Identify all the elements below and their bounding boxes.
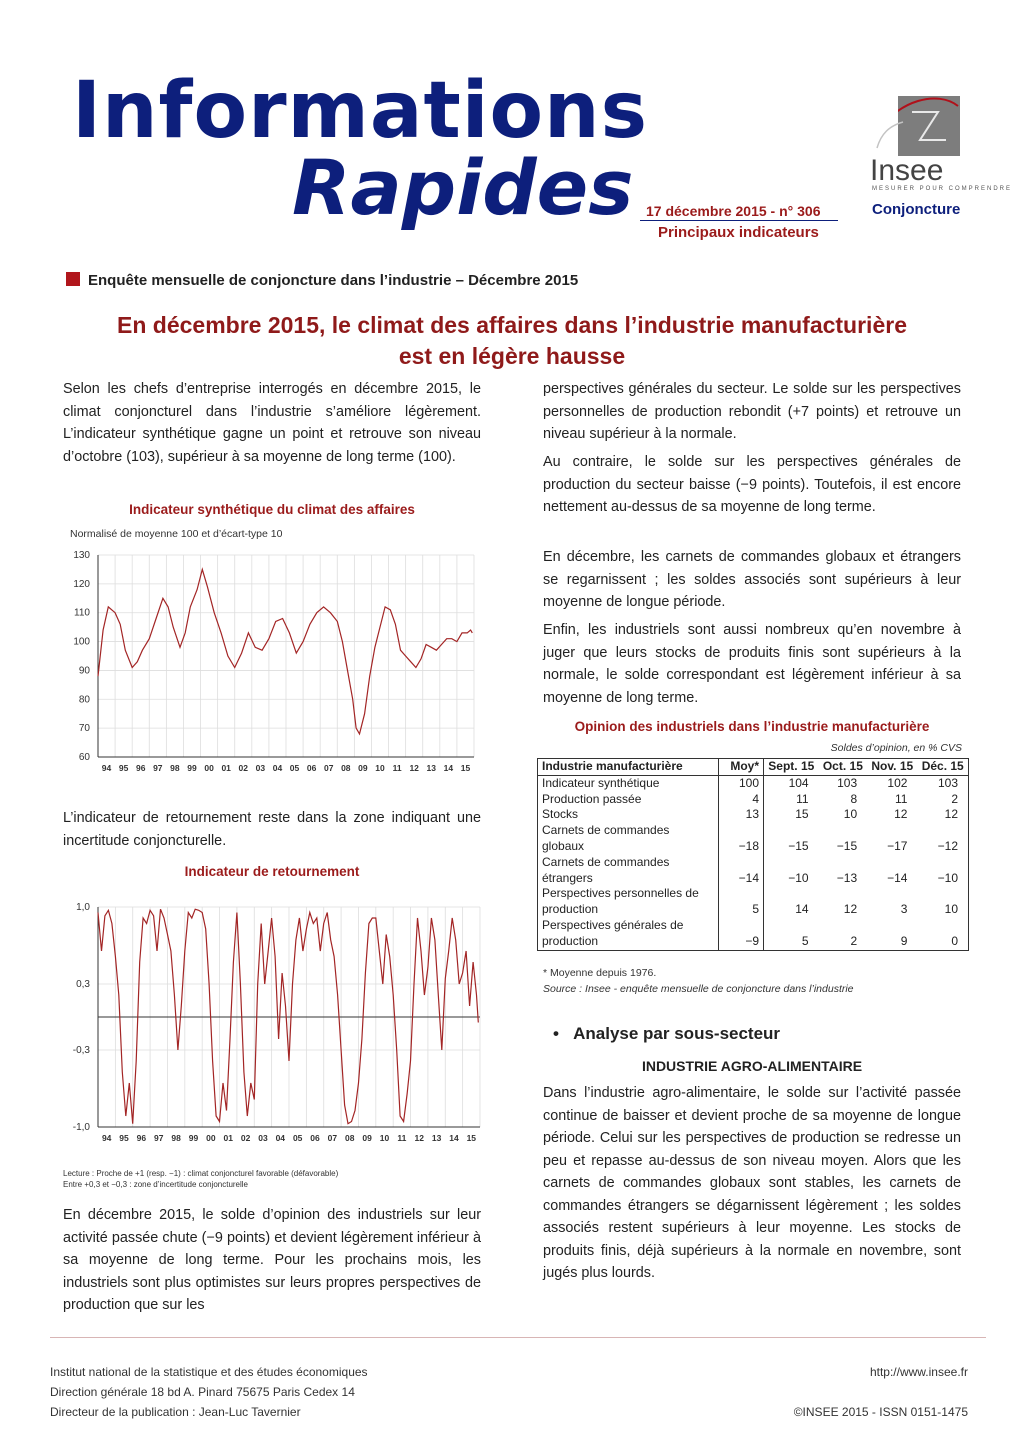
series-line bbox=[98, 569, 472, 734]
x-tick-label: 94 bbox=[101, 1133, 112, 1143]
table-cell: 2 bbox=[951, 791, 958, 806]
table-cell: −18 bbox=[719, 823, 764, 855]
x-tick-label: 15 bbox=[466, 1133, 477, 1143]
table-cell: 12 bbox=[843, 902, 858, 917]
table-source: Source : Insee - enquête mensuelle de conjoncture dans l’industrie bbox=[543, 983, 854, 995]
section-title: • Analyse par sous-secteur bbox=[553, 1024, 781, 1043]
table-header-row bbox=[538, 759, 968, 775]
y-tick-label: 70 bbox=[78, 723, 90, 735]
x-tick-label: 02 bbox=[238, 763, 249, 773]
issue-category: Principaux indicateurs bbox=[658, 224, 819, 241]
masthead-rule bbox=[640, 220, 838, 221]
masthead-title: Informations bbox=[72, 66, 649, 156]
table-cell: −13 bbox=[836, 870, 858, 885]
insee-wordmark: Insee bbox=[870, 154, 944, 187]
table-cell: 12 bbox=[894, 807, 908, 822]
x-tick-label: 15 bbox=[460, 763, 471, 773]
table-row bbox=[538, 792, 968, 808]
x-tick-label: 14 bbox=[449, 1133, 459, 1143]
x-tick-label: 97 bbox=[153, 763, 163, 773]
y-tick-label: 130 bbox=[73, 550, 90, 561]
chart-climat-affaires bbox=[58, 545, 488, 785]
insee-tagline: MESURER POUR COMPRENDRE bbox=[872, 186, 1013, 192]
x-tick-label: 13 bbox=[431, 1133, 442, 1143]
table-cell: 104 bbox=[788, 775, 809, 790]
x-tick-label: 13 bbox=[426, 763, 437, 773]
left-paragraph-1: Selon les chefs d’entreprise interrogés en décembre 2015, le climat conjoncturel dans l’industrie s’améliore légèrement. L’indicateur synthétique gagne un point et retrouve son niveau d’octobre (103), supérieur à sa moyenne de long terme (100). bbox=[63, 381, 481, 465]
x-tick-label: 05 bbox=[289, 763, 300, 773]
table-cell: 2 bbox=[850, 933, 858, 948]
table-cell: 8 bbox=[850, 791, 858, 806]
x-tick-label: 98 bbox=[171, 1133, 181, 1143]
right-paragraph-5: Dans l’industrie agro-alimentaire, le solde sur l’activité passée continue de baisser et devient proche de sa moyenne de longue période. Celui sur les perspectives de production se redresse un peu et repasse au-dessus de son niveau moyen. Alors que les carnets de commandes globaux sont stables, les carnets de commandes étrangers se dégarnissent légèrement ; les soldes associés restent supérieurs à leur moyenne. Les stocks de produits finis, déjà supérieurs à la normale en novembre, sont jugés plus lourds. bbox=[543, 1085, 961, 1281]
x-tick-label: 11 bbox=[392, 763, 402, 773]
table-cell: −9 bbox=[719, 918, 764, 950]
table-cell: −17 bbox=[887, 838, 908, 853]
table-cell: 102 bbox=[887, 775, 908, 790]
table-cell: 0 bbox=[951, 933, 958, 948]
table-cell: 103 bbox=[837, 775, 858, 790]
x-tick-label: 95 bbox=[118, 763, 129, 773]
table-row bbox=[538, 918, 968, 950]
x-tick-label: 10 bbox=[379, 1133, 390, 1143]
left-paragraph-3: En décembre 2015, le solde d’opinion des industriels sur leur activité passée chute (−9 points) et devient légèrement inférieur à sa moyenne de long terme. Pour les prochains mois, les industriels sont plus optimistes sur leurs propres perspectives de production que sur les bbox=[63, 1207, 481, 1313]
table-header: Nov. 15 bbox=[867, 759, 917, 775]
y-tick-label: 100 bbox=[73, 636, 90, 648]
chart1-title: Indicateur synthétique du climat des affaires bbox=[129, 502, 415, 517]
footer-address: Institut national de la statistique et des études économiques Direction générale 18 bd A. Pinard 75675 Paris Cedex 14 Directeur de la publication : Jean-Luc Tavernier bbox=[50, 1365, 368, 1419]
x-tick-label: 00 bbox=[204, 763, 214, 773]
right-paragraph-3: En décembre, les carnets de commandes globaux et étrangers se regarnissent ; les soldes associés sont supérieurs à leur moyenne de longue période. bbox=[543, 549, 961, 610]
series-line bbox=[98, 909, 478, 1123]
x-tick-label: 03 bbox=[255, 763, 266, 773]
insee-logo-icon bbox=[898, 96, 960, 156]
y-tick-label: 90 bbox=[78, 665, 90, 677]
table-row bbox=[538, 886, 968, 918]
red-square-icon bbox=[66, 272, 80, 286]
x-tick-label: 05 bbox=[292, 1133, 303, 1143]
table-cell: 14 bbox=[795, 902, 809, 917]
x-tick-label: 08 bbox=[341, 763, 351, 773]
right-paragraph-2: Au contraire, le solde sur les perspectives générales de production du secteur baisse (−9 points). Toutefois, il est encore nettement au-dessus de sa moyenne de long terme. bbox=[543, 454, 961, 515]
y-tick-label: 110 bbox=[74, 607, 90, 619]
x-tick-label: 06 bbox=[310, 1133, 320, 1143]
x-tick-label: 99 bbox=[187, 763, 197, 773]
table-title: Opinion des industriels dans l’industrie manufacturière bbox=[574, 719, 930, 734]
x-tick-label: 97 bbox=[154, 1133, 164, 1143]
table-cell: 5 bbox=[719, 886, 764, 918]
table-cell: 100 bbox=[719, 775, 764, 791]
table-note: * Moyenne depuis 1976. bbox=[543, 967, 657, 979]
table-cell: 10 bbox=[843, 807, 858, 822]
headline: En décembre 2015, le climat des affaires dans l’industrie manufacturière est en légère hausse bbox=[117, 312, 907, 369]
table-row bbox=[538, 775, 968, 791]
x-tick-label: 94 bbox=[101, 763, 112, 773]
table-header: Sept. 15 bbox=[764, 759, 819, 775]
table-cell: 13 bbox=[719, 807, 764, 823]
table-row bbox=[538, 855, 968, 887]
x-tick-label: 09 bbox=[362, 1133, 372, 1143]
footer-copyright: ©INSEE 2015 - ISSN 0151-1475 bbox=[793, 1405, 968, 1419]
table-cell: −10 bbox=[788, 870, 809, 885]
table-cell: Carnets de commandes étrangers bbox=[538, 855, 719, 887]
y-tick-label: 1,0 bbox=[76, 902, 90, 913]
table-cell: 9 bbox=[900, 933, 908, 948]
table-header: Déc. 15 bbox=[917, 759, 968, 775]
subsection-title: INDUSTRIE AGRO-ALIMENTAIRE bbox=[641, 1058, 863, 1074]
table-cell: −15 bbox=[788, 838, 809, 853]
insee-logo-swoosh bbox=[875, 120, 905, 155]
x-tick-label: 09 bbox=[358, 763, 368, 773]
x-tick-label: 08 bbox=[345, 1133, 355, 1143]
x-tick-label: 12 bbox=[414, 1133, 424, 1143]
x-tick-label: 14 bbox=[443, 763, 454, 773]
issue-date: 17 décembre 2015 - n° 306 bbox=[646, 203, 821, 219]
series-name: Conjoncture bbox=[872, 201, 961, 218]
y-tick-label: -1,0 bbox=[72, 1122, 90, 1133]
table-cell: −12 bbox=[937, 838, 958, 853]
table-cell: −15 bbox=[836, 838, 858, 853]
x-tick-label: 02 bbox=[240, 1133, 251, 1143]
table-cell: −14 bbox=[887, 870, 908, 885]
x-tick-label: 12 bbox=[409, 763, 419, 773]
table-cell: 103 bbox=[937, 775, 958, 790]
x-tick-label: 98 bbox=[170, 763, 180, 773]
table-cell: 12 bbox=[944, 807, 958, 822]
table-header: Moy* bbox=[719, 759, 764, 775]
table-cell: Perspectives générales de production bbox=[538, 918, 719, 950]
table-cell: 4 bbox=[719, 792, 764, 808]
table-cell: Indicateur synthétique bbox=[538, 775, 719, 791]
x-tick-label: 95 bbox=[119, 1133, 129, 1143]
table-cell: −14 bbox=[719, 855, 764, 887]
table-cell: 11 bbox=[894, 791, 908, 806]
table-cell: 10 bbox=[944, 902, 958, 917]
x-tick-label: 06 bbox=[306, 763, 317, 773]
table-cell: Perspectives personnelles de production bbox=[538, 886, 719, 918]
x-tick-label: 10 bbox=[375, 763, 385, 773]
y-tick-label: 60 bbox=[78, 752, 90, 763]
x-tick-label: 01 bbox=[221, 763, 231, 773]
table-cell: Production passée bbox=[538, 792, 719, 808]
footer-url[interactable]: http://www.insee.fr bbox=[869, 1365, 968, 1379]
right-paragraph-1: perspectives générales du secteur. Le solde sur les perspectives personnelles de production rebondit (+7 points) et retrouve un niveau supérieur à la normale. bbox=[543, 381, 961, 442]
table-unit: Soldes d’opinion, en % CVS bbox=[830, 742, 962, 754]
y-tick-label: 80 bbox=[78, 694, 90, 706]
opinion-table bbox=[537, 758, 969, 951]
x-tick-label: 99 bbox=[188, 1133, 199, 1143]
table-cell: 5 bbox=[801, 933, 809, 948]
chart2-notes: Lecture : Proche de +1 (resp. −1) : climat conjoncturel favorable (défavorable) Entre +0,3 et −0,3 : zone d’incertitude conjoncturelle bbox=[63, 1169, 339, 1189]
x-tick-label: 03 bbox=[258, 1133, 268, 1143]
y-tick-label: -0,3 bbox=[72, 1045, 90, 1056]
chart1-subtitle: Normalisé de moyenne 100 et d’écart-type 10 bbox=[70, 528, 283, 540]
footer-right bbox=[760, 1362, 968, 1422]
table-row bbox=[538, 807, 968, 823]
x-tick-label: 01 bbox=[223, 1133, 233, 1143]
x-tick-label: 96 bbox=[136, 1133, 147, 1143]
chart2-title: Indicateur de retournement bbox=[184, 864, 360, 879]
x-tick-label: 04 bbox=[275, 1133, 286, 1143]
table-cell: Stocks bbox=[538, 807, 719, 823]
table-cell: 11 bbox=[796, 791, 809, 806]
table-header: Industrie manufacturière bbox=[538, 759, 719, 775]
x-tick-label: 96 bbox=[135, 763, 146, 773]
footer-rule bbox=[50, 1337, 986, 1338]
left-paragraph-2: L’indicateur de retournement reste dans la zone indiquant une incertitude conjoncturelle. bbox=[63, 810, 481, 849]
x-tick-label: 04 bbox=[272, 763, 283, 773]
bullet-icon: • bbox=[553, 1024, 559, 1043]
x-tick-label: 11 bbox=[397, 1133, 407, 1143]
x-tick-label: 07 bbox=[323, 763, 334, 773]
table-cell: Carnets de commandes globaux bbox=[538, 823, 719, 855]
table-cell: 3 bbox=[900, 902, 908, 917]
right-paragraph-4: Enfin, les industriels sont aussi nombreux qu’en novembre à juger que leurs stocks de produits finis sont supérieurs à la normale, le solde correspondant est légèrement inférieur à sa moyenne de long terme. bbox=[543, 622, 961, 706]
y-tick-label: 120 bbox=[73, 578, 90, 590]
y-tick-label: 0,3 bbox=[76, 979, 90, 990]
table-row bbox=[538, 823, 968, 855]
masthead-subtitle: Rapides bbox=[292, 143, 634, 232]
chart-retournement bbox=[58, 895, 488, 1153]
table-cell: 15 bbox=[795, 807, 809, 822]
table-cell: −10 bbox=[937, 870, 958, 885]
x-tick-label: 07 bbox=[327, 1133, 338, 1143]
x-tick-label: 00 bbox=[206, 1133, 216, 1143]
table-header: Oct. 15 bbox=[819, 759, 868, 775]
survey-label: Enquête mensuelle de conjoncture dans l’industrie – Décembre 2015 bbox=[66, 272, 578, 289]
